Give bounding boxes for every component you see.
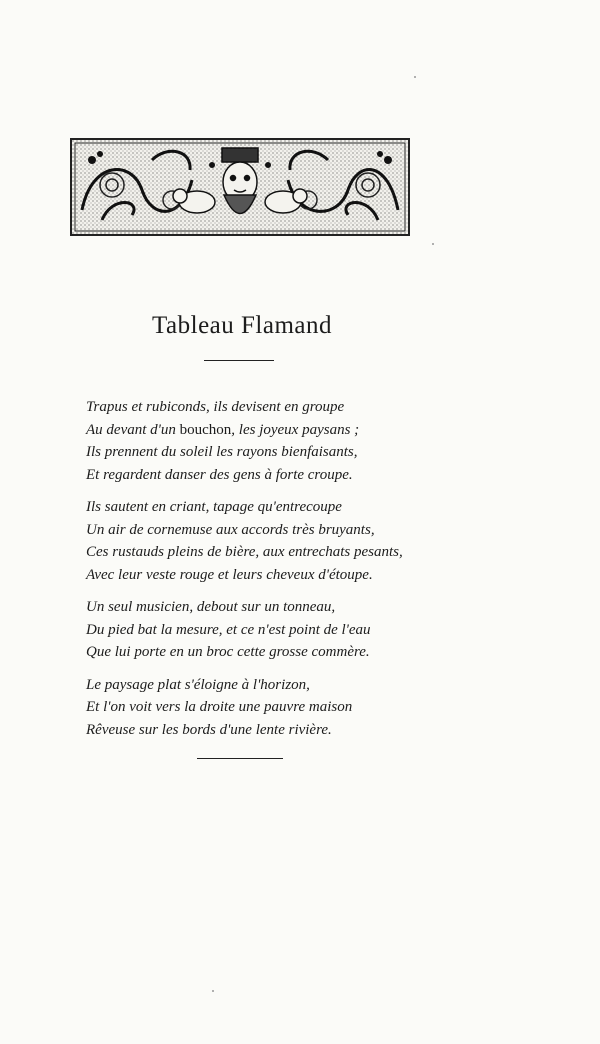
line-text: Du pied bat la mesure, et ce n'est point de l'eau [86, 621, 371, 638]
line-text: Trapus et rubiconds, ils devisent en groupe [86, 399, 345, 415]
poem-line [86, 641, 416, 664]
line-text: Et l'on voit vers la droite une pauvre maison [86, 699, 353, 715]
line-text: Avec leur veste rouge et leurs cheveux d'étoupe. [86, 566, 373, 583]
line-text: , les joyeux paysans ; [231, 421, 360, 438]
stanza [86, 674, 416, 742]
line-text: Au devant d'un [86, 421, 180, 438]
line-text: Que lui porte en un broc cette grosse commère. [86, 644, 370, 660]
poem-line [86, 674, 416, 697]
paper-speck [432, 243, 434, 245]
poem-line [86, 419, 416, 442]
line-text: Un seul musicien, debout sur un tonneau, [86, 599, 336, 615]
ornamental-headpiece-image [70, 138, 410, 236]
poem-line [86, 496, 416, 519]
title-rule [204, 360, 274, 361]
poem-body [86, 396, 416, 751]
poem-line [86, 719, 416, 742]
line-text: bouchon [179, 421, 232, 438]
poem-line [86, 519, 416, 542]
poem-line [86, 696, 416, 719]
end-rule [197, 758, 283, 759]
poem-line [86, 564, 416, 587]
line-text: Un air de cornemuse aux accords très bruyants, [86, 521, 375, 538]
line-text: Rêveuse sur les bords d'une lente rivière. [86, 721, 332, 738]
poem-line [86, 596, 416, 619]
line-text: Ces rustauds pleins de bière, aux entrechats pesants, [86, 544, 403, 560]
stanza [86, 496, 416, 586]
line-text: Ils prennent du soleil les rayons bienfaisants, [86, 444, 358, 460]
poem-line [86, 441, 416, 464]
headpiece-engraving [72, 140, 408, 234]
poem-line [86, 619, 416, 642]
poem-line [86, 464, 416, 487]
poem-line [86, 396, 416, 419]
stanza [86, 596, 416, 664]
poem-line [86, 541, 416, 564]
paper-speck [212, 990, 214, 992]
poem-title: Tableau Flamand [152, 312, 332, 339]
line-text: Ils sautent en criant, tapage qu'entrecoupe [86, 499, 342, 515]
stanza [86, 396, 416, 486]
paper-speck [414, 76, 416, 78]
line-text: Et regardent danser des gens à forte croupe. [86, 466, 353, 483]
line-text: Le paysage plat s'éloigne à l'horizon, [86, 676, 310, 693]
